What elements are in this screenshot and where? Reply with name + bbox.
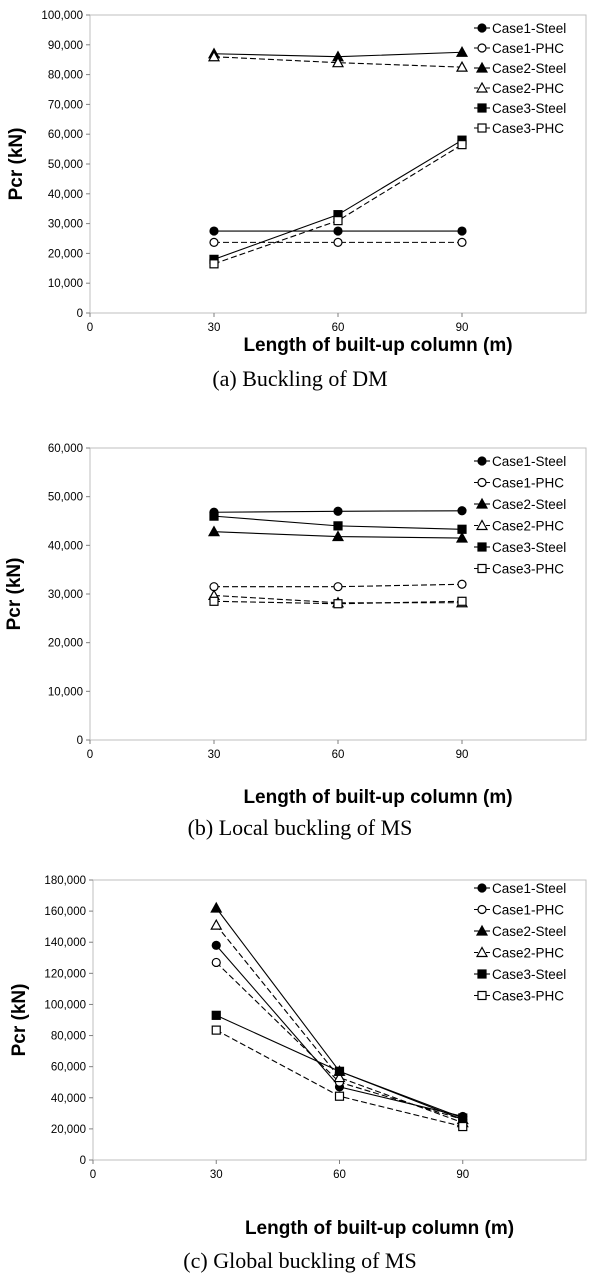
y-tick-label: 30,000 xyxy=(47,589,83,601)
data-point xyxy=(212,941,220,949)
legend-entry xyxy=(474,61,566,76)
x-tick-label: 0 xyxy=(89,1169,97,1181)
y-axis-label: Pcr (kN) xyxy=(6,127,27,201)
data-point xyxy=(336,1092,344,1100)
data-point xyxy=(459,1114,467,1122)
x-tick-label: 60 xyxy=(331,322,345,334)
data-point xyxy=(212,958,220,966)
chart-svg-c xyxy=(0,860,600,1245)
legend-entry xyxy=(474,81,564,96)
legend-label: Case3-PHC xyxy=(492,561,565,577)
x-tick-label: 0 xyxy=(86,749,94,761)
y-tick-label: 180,000 xyxy=(44,875,86,887)
chart-panel-a xyxy=(0,0,600,400)
y-tick-label: 90,000 xyxy=(47,39,83,52)
legend-entry xyxy=(474,946,564,961)
chart-svg-b xyxy=(0,423,600,808)
y-tick-label: 60,000 xyxy=(47,129,83,142)
y-tick-label: 10,000 xyxy=(47,278,83,291)
legend-entry xyxy=(474,41,564,56)
y-tick-label: 10,000 xyxy=(47,686,83,699)
data-point xyxy=(210,597,218,605)
legend-label: Case3-PHC xyxy=(492,988,565,1004)
y-tick-label: 0 xyxy=(76,735,83,747)
data-point xyxy=(334,522,342,530)
x-tick-label: 30 xyxy=(207,749,221,761)
legend-marker xyxy=(478,543,486,551)
legend-entry xyxy=(474,21,566,36)
legend-label: Case1-Steel xyxy=(492,454,567,469)
legend-label: Case2-PHC xyxy=(492,81,565,96)
y-tick-label: 40,000 xyxy=(47,188,83,201)
y-tick-label: 120,000 xyxy=(44,968,86,981)
legend-marker xyxy=(478,970,486,978)
y-tick-label: 60,000 xyxy=(47,443,83,455)
data-point xyxy=(334,238,342,246)
legend-entry xyxy=(474,121,564,136)
data-point xyxy=(458,227,466,235)
legend-marker xyxy=(478,906,486,914)
y-tick-label: 0 xyxy=(79,1155,86,1167)
legend-marker xyxy=(478,457,486,465)
x-tick-label: 60 xyxy=(331,749,345,761)
legend-marker xyxy=(478,565,486,573)
data-point xyxy=(334,507,342,515)
y-tick-label: 40,000 xyxy=(50,1092,86,1105)
chart-caption-b: (b) Local buckling of MS xyxy=(187,815,413,840)
y-tick-label: 40,000 xyxy=(47,540,83,553)
legend-marker xyxy=(478,24,486,32)
legend-entry xyxy=(474,881,566,896)
chart-caption-a: (a) Buckling of DM xyxy=(212,366,388,391)
legend-entry xyxy=(474,924,566,939)
plot-area xyxy=(93,880,586,1160)
legend-label: Case3-Steel xyxy=(492,101,567,116)
x-tick-label: 90 xyxy=(455,322,469,334)
chart-svg-a xyxy=(0,0,600,360)
y-tick-label: 80,000 xyxy=(47,69,83,82)
legend-entry xyxy=(474,967,566,982)
data-point xyxy=(458,580,466,588)
x-axis-label: Length of built-up column (m) xyxy=(243,335,513,356)
legend-label: Case3-Steel xyxy=(492,540,567,555)
legend-marker xyxy=(478,124,486,132)
data-point xyxy=(458,597,466,605)
legend-marker xyxy=(477,83,487,92)
legend-entry xyxy=(474,101,566,116)
legend-marker xyxy=(478,884,486,892)
legend-entry xyxy=(474,497,566,512)
y-tick-label: 100,000 xyxy=(41,10,83,22)
legend-entry xyxy=(474,540,566,555)
legend-entry xyxy=(474,903,564,918)
data-point xyxy=(210,512,218,520)
x-tick-label: 60 xyxy=(333,1169,346,1181)
data-point xyxy=(334,600,342,608)
chart-caption-c: (c) Global buckling of MS xyxy=(183,1248,417,1273)
y-tick-label: 30,000 xyxy=(47,218,83,231)
legend-label: Case1-PHC xyxy=(492,41,565,56)
legend-marker xyxy=(478,44,486,52)
x-axis-label: Length of built-up column (m) xyxy=(243,787,513,808)
data-point xyxy=(459,1123,467,1131)
legend-entry xyxy=(474,476,564,491)
x-tick-label: 0 xyxy=(86,322,94,334)
legend-label: Case2-Steel xyxy=(492,61,567,76)
y-tick-label: 50,000 xyxy=(47,491,83,504)
y-tick-label: 100,000 xyxy=(44,999,86,1012)
legend-entry xyxy=(474,454,566,469)
data-point xyxy=(336,1067,344,1075)
data-point xyxy=(209,527,219,536)
series-case1-phc xyxy=(210,238,466,246)
data-point xyxy=(457,47,467,56)
legend-label: Case2-PHC xyxy=(492,518,565,534)
y-tick-label: 50,000 xyxy=(47,159,83,171)
legend-label: Case1-Steel xyxy=(492,21,567,36)
y-tick-label: 70,000 xyxy=(47,99,83,112)
legend-label: Case2-Steel xyxy=(492,497,567,512)
x-tick-label: 30 xyxy=(209,1169,223,1181)
data-point xyxy=(334,227,342,235)
x-tick-label: 90 xyxy=(455,749,469,761)
legend-marker xyxy=(477,948,487,957)
legend-marker xyxy=(478,992,486,1000)
data-point xyxy=(458,238,466,246)
data-point xyxy=(210,260,218,268)
x-axis-label: Length of built-up column (m) xyxy=(244,1218,515,1239)
data-point xyxy=(334,583,342,591)
legend-label: Case1-PHC xyxy=(492,475,565,491)
legend-label: Case1-Steel xyxy=(492,881,567,896)
y-tick-label: 80,000 xyxy=(50,1030,86,1043)
data-point xyxy=(212,1026,220,1034)
y-axis-label: Pcr (kN) xyxy=(4,557,25,631)
data-point xyxy=(458,141,466,149)
legend-label: Case1-PHC xyxy=(492,902,565,918)
legend-marker xyxy=(478,479,486,487)
legend-marker xyxy=(478,104,486,112)
data-point xyxy=(334,217,342,225)
x-tick-label: 90 xyxy=(456,1169,470,1181)
data-point xyxy=(212,1011,220,1019)
data-point xyxy=(458,525,466,533)
chart-panel-b xyxy=(0,423,600,843)
y-tick-label: 20,000 xyxy=(47,248,83,261)
data-point xyxy=(210,227,218,235)
y-tick-label: 160,000 xyxy=(44,906,86,919)
legend-label: Case2-PHC xyxy=(492,945,565,961)
legend-label: Case2-Steel xyxy=(492,924,567,939)
legend-entry xyxy=(474,989,564,1004)
legend-label: Case3-Steel xyxy=(492,967,567,982)
data-point xyxy=(210,238,218,246)
x-tick-label: 30 xyxy=(207,322,221,334)
series-case3-phc xyxy=(210,141,466,268)
y-tick-label: 140,000 xyxy=(44,937,86,950)
y-tick-label: 0 xyxy=(76,308,83,320)
series-case1-phc xyxy=(210,580,466,590)
chart-panel-c xyxy=(0,860,600,1285)
legend-entry xyxy=(474,519,564,534)
legend-marker xyxy=(477,521,487,530)
plot-area xyxy=(90,448,586,740)
legend-entry xyxy=(474,562,564,577)
y-axis-label: Pcr (kN) xyxy=(9,983,30,1057)
data-point xyxy=(211,903,221,912)
y-tick-label: 20,000 xyxy=(47,637,83,650)
y-tick-label: 60,000 xyxy=(50,1061,86,1074)
data-point xyxy=(458,507,466,515)
series-case1-steel xyxy=(210,227,466,235)
data-point xyxy=(211,920,221,929)
legend-label: Case3-PHC xyxy=(492,121,565,136)
series-case1-steel xyxy=(210,507,466,516)
y-tick-label: 20,000 xyxy=(50,1123,86,1136)
